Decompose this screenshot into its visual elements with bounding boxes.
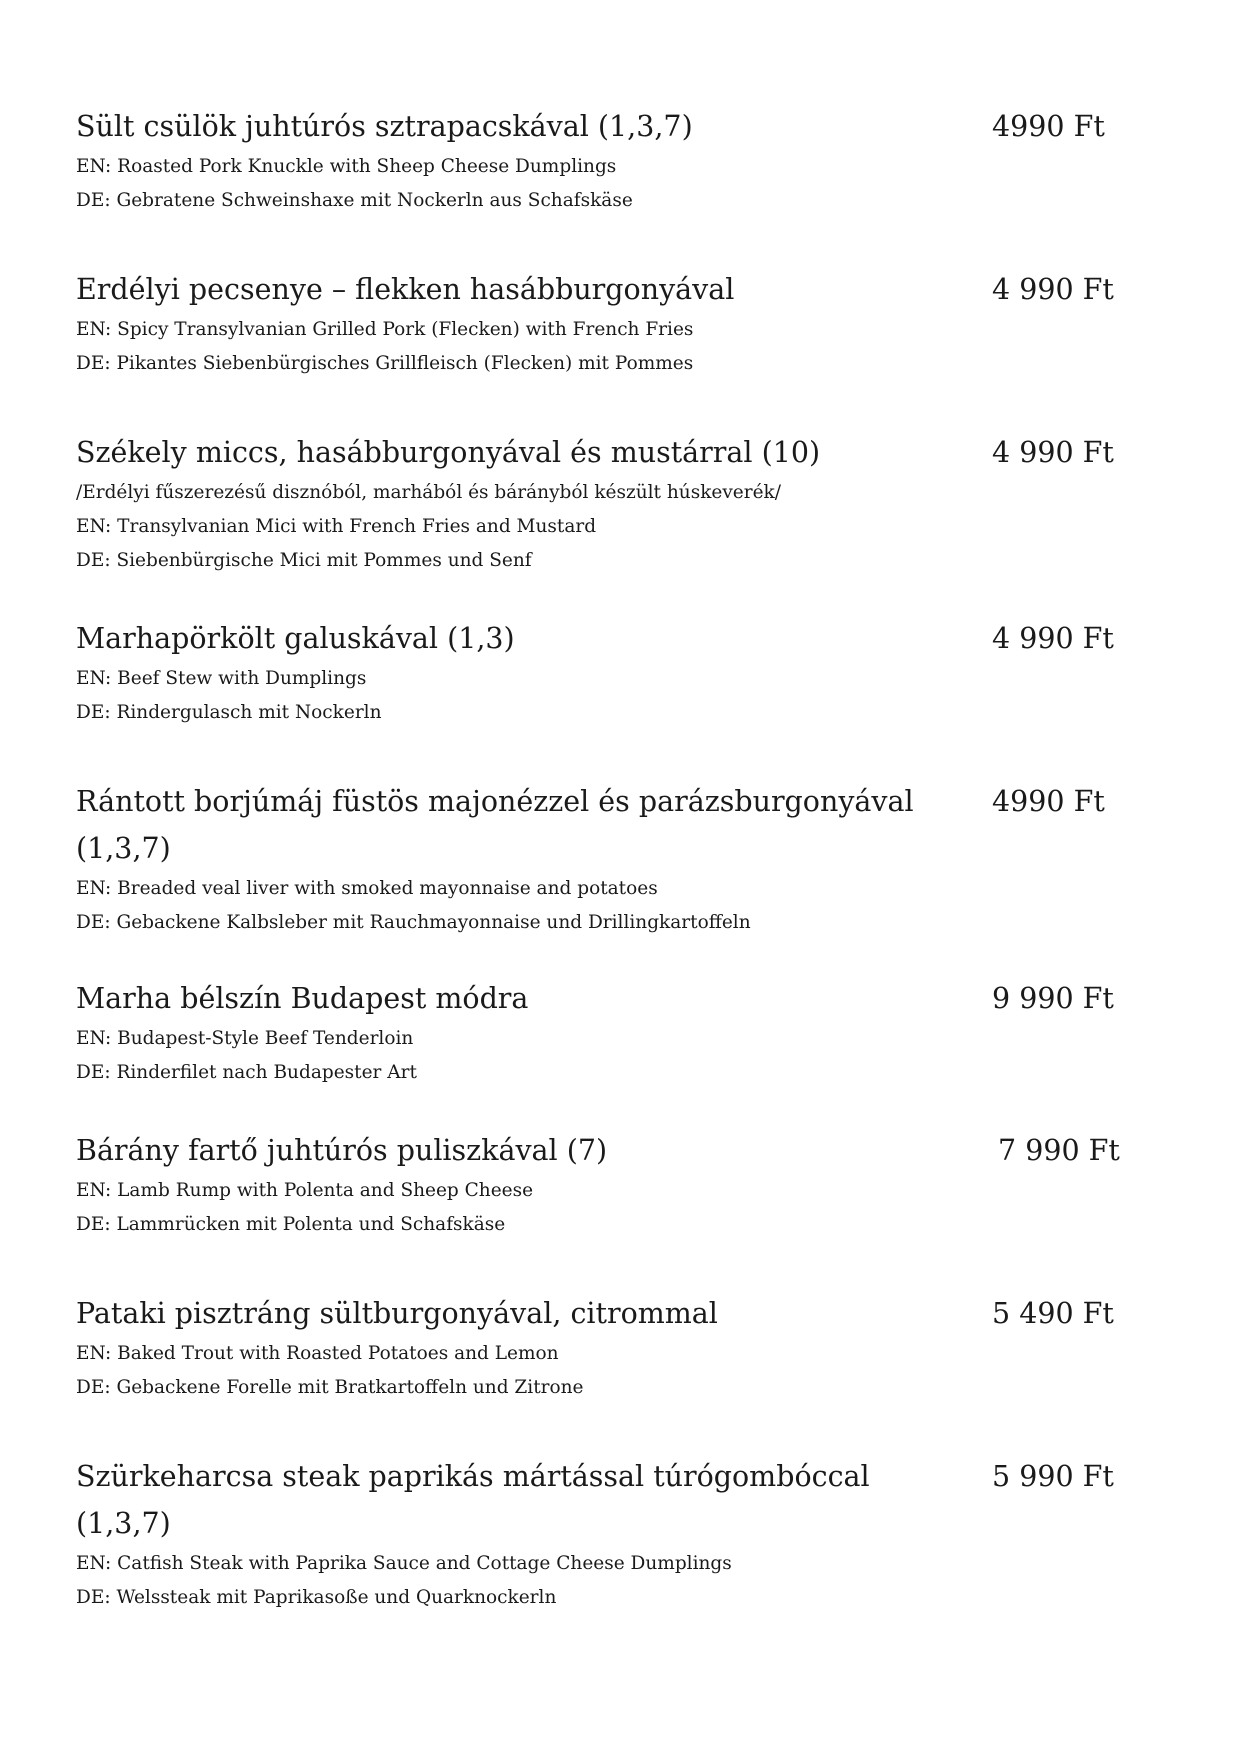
dish-price: 4 990 Ft (992, 273, 1114, 306)
dish-name: Marhapörkölt galuskával (1,3) (76, 622, 515, 655)
dish-price: 4990 Ft (992, 110, 1105, 143)
dish-description-en: EN: Lamb Rump with Polenta and Sheep Cheese (76, 1180, 534, 1201)
dish-name: Szürkeharcsa steak paprikás mártással túrógombóccal (1,3,7) (76, 1460, 870, 1540)
dish-description-en: EN: Baked Trout with Roasted Potatoes and Lemon (76, 1343, 559, 1364)
dish-description-en: EN: Transylvanian Mici with French Fries and Mustard (76, 516, 597, 537)
dish-price: 7 990 Ft (998, 1134, 1120, 1167)
dish-description-de: DE: Rinderfilet nach Budapester Art (76, 1062, 417, 1083)
dish-name: Pataki pisztráng sültburgonyával, citrommal (76, 1297, 718, 1330)
dish-description-de: DE: Welssteak mit Paprikasoße und Quarknockerln (76, 1587, 557, 1608)
dish-description-en: EN: Roasted Pork Knuckle with Sheep Cheese Dumplings (76, 156, 617, 177)
dish-name: Bárány fartő juhtúrós puliszkával (7) (76, 1134, 608, 1167)
dish-price: 4 990 Ft (992, 436, 1114, 469)
dish-name: Székely miccs, hasábburgonyával és mustárral (10) (76, 436, 821, 469)
dish-description-en: EN: Beef Stew with Dumplings (76, 668, 367, 689)
dish-name: Rántott borjúmáj füstös majonézzel és parázsburgonyával (1,3,7) (76, 785, 914, 865)
dish-description-hu: /Erdélyi fűszerezésű disznóból, marhából és bárányból készült húskeverék/ (76, 482, 781, 503)
dish-description-en: EN: Budapest-Style Beef Tenderloin (76, 1028, 414, 1049)
dish-name: Marha bélszín Budapest módra (76, 982, 529, 1015)
dish-description-de: DE: Rindergulasch mit Nockerln (76, 702, 382, 723)
dish-description-en: EN: Catfish Steak with Paprika Sauce and Cottage Cheese Dumplings (76, 1553, 732, 1574)
dish-price: 5 490 Ft (992, 1297, 1114, 1330)
dish-name: Sült csülök juhtúrós sztrapacskával (1,3,7) (76, 110, 693, 143)
dish-description-de: DE: Lammrücken mit Polenta und Schafskäse (76, 1214, 506, 1235)
dish-description-de: DE: Gebratene Schweinshaxe mit Nockerln aus Schafskäse (76, 190, 633, 211)
dish-price: 4990 Ft (992, 785, 1105, 818)
dish-description-de: DE: Siebenbürgische Mici mit Pommes und Senf (76, 550, 532, 571)
dish-description-de: DE: Gebackene Kalbsleber mit Rauchmayonnaise und Drillingkartoffeln (76, 912, 751, 933)
dish-description-de: DE: Pikantes Siebenbürgisches Grillfleisch (Flecken) mit Pommes (76, 353, 694, 374)
dish-name: Erdélyi pecsenye – flekken hasábburgonyával (76, 273, 735, 306)
dish-price: 5 990 Ft (992, 1460, 1114, 1493)
dish-price: 4 990 Ft (992, 622, 1114, 655)
dish-description-de: DE: Gebackene Forelle mit Bratkartoffeln und Zitrone (76, 1377, 584, 1398)
dish-description-en: EN: Breaded veal liver with smoked mayonnaise and potatoes (76, 878, 658, 899)
dish-description-en: EN: Spicy Transylvanian Grilled Pork (Flecken) with French Fries (76, 319, 694, 340)
dish-price: 9 990 Ft (992, 982, 1114, 1015)
